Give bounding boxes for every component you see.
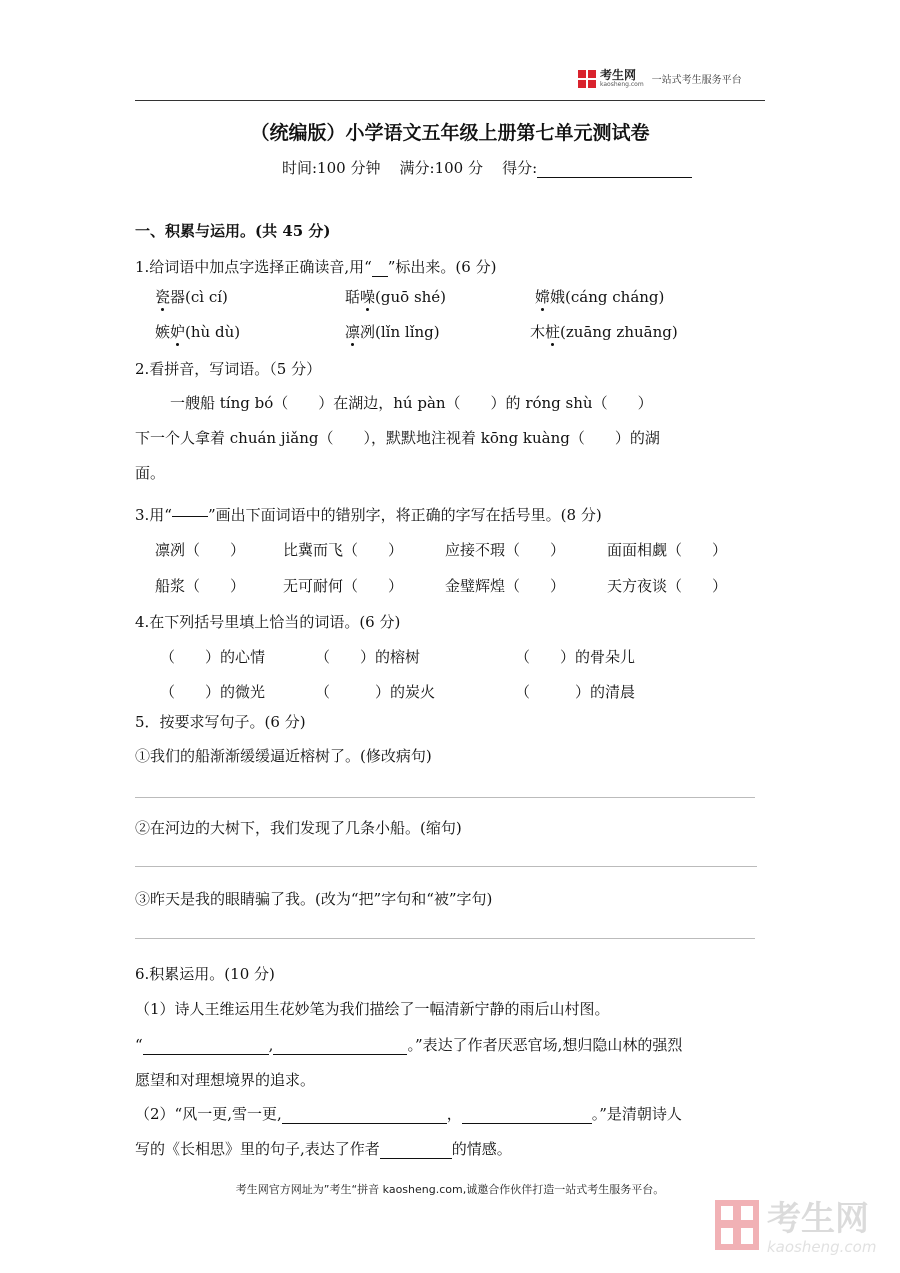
q3-word[interactable]: 应接不瑕（ ） xyxy=(445,541,566,559)
q1-item[interactable]: 木桩(zuāng zhuāng) xyxy=(530,323,678,341)
poem-blank[interactable] xyxy=(273,1036,407,1055)
q4-stem: 4.在下列括号里填上恰当的词语。(6 分) xyxy=(135,613,401,631)
q5-sentence-2: ②在河边的大树下，我们发现了几条小船。(缩句) xyxy=(135,819,462,837)
watermark xyxy=(715,1200,876,1256)
site-logo xyxy=(578,69,742,88)
q3-word[interactable]: 面面相觑（ ） xyxy=(607,541,728,559)
exam-meta xyxy=(282,157,692,178)
q4-item[interactable]: （ ）的清晨 xyxy=(515,683,636,701)
logo-name: 考生网 xyxy=(600,68,637,82)
kaosheng-logo-icon xyxy=(578,70,596,88)
q3-word[interactable]: 无可耐何（ ） xyxy=(283,577,404,595)
q6-part-2-line-2: 写的《长相思》里的句子,表达了作者 的情感。 xyxy=(135,1140,512,1158)
q2-line-3: 面。 xyxy=(135,464,166,482)
logo-slogan: 一站式考生服务平台 xyxy=(651,75,742,86)
watermark-name: 考生网 xyxy=(767,1199,869,1239)
q1-stem: 1.给词语中加点字选择正确读音,用“ ”标出来。(6 分) xyxy=(135,258,497,276)
q4-item[interactable]: （ ）的榕树 xyxy=(315,648,421,666)
q4-item[interactable]: （ ）的微光 xyxy=(160,683,266,701)
q6-part-1-line-3: 愿望和对理想境界的追求。 xyxy=(135,1071,316,1089)
q2-stem: 2.看拼音，写词语。（5 分） xyxy=(135,360,322,378)
q6-part-1-line-2: “ , 。”表达了作者厌恶官场,想归隐山林的强烈 xyxy=(135,1036,683,1054)
page-title: （统编版）小学语文五年级上册第七单元测试卷 xyxy=(250,122,650,144)
header-divider xyxy=(135,100,765,101)
mark-underline-sample xyxy=(372,276,388,277)
watermark-url: kaosheng.com xyxy=(767,1238,877,1256)
q6-stem: 6.积累运用。(10 分) xyxy=(135,965,275,983)
kaosheng-watermark-icon xyxy=(715,1200,759,1250)
q6-part-2-line-1: （2）“风一更,雪一更, ， 。”是清朝诗人 xyxy=(135,1105,682,1123)
q1-item[interactable]: 瓷器(cì cí) xyxy=(155,288,228,306)
q5-sentence-3: ③昨天是我的眼睛骗了我。(改为“把”字句和“被”字句) xyxy=(135,890,493,908)
section-1-heading: 一、积累与运用。(共 45 分) xyxy=(135,222,331,240)
exam-score-label: 得分: xyxy=(502,159,538,177)
q3-word[interactable]: 船浆（ ） xyxy=(155,577,246,595)
q3-word[interactable]: 天方夜谈（ ） xyxy=(607,577,728,595)
q1-item[interactable]: 聒噪(guō shé) xyxy=(345,288,447,306)
q3-word[interactable]: 比冀而飞（ ） xyxy=(283,541,404,559)
poem-blank[interactable] xyxy=(462,1105,592,1124)
answer-line[interactable] xyxy=(135,866,757,867)
page-footer: 考生网官方网址为”考生“拼音 kaosheng.com,诚邀合作伙伴打造一站式考生服务平台。 xyxy=(235,1183,665,1196)
exam-time: 时间:100 分钟 xyxy=(282,159,381,177)
q5-stem: 5．按要求写句子。(6 分) xyxy=(135,713,306,731)
q4-item[interactable]: （ ）的骨朵儿 xyxy=(515,648,636,666)
q1-item[interactable]: 嫉妒(hù dù) xyxy=(155,323,241,341)
score-blank[interactable] xyxy=(537,159,692,178)
q5-sentence-1: ①我们的船渐渐缓缓逼近榕树了。(修改病句) xyxy=(135,747,432,765)
q4-item[interactable]: （ ）的炭火 xyxy=(315,683,436,701)
exam-full-score: 满分:100 分 xyxy=(399,159,483,177)
q4-item[interactable]: （ ）的心情 xyxy=(160,648,266,666)
answer-line[interactable] xyxy=(135,797,755,798)
poem-blank[interactable] xyxy=(143,1036,269,1055)
q3-word[interactable]: 金璧辉煌（ ） xyxy=(445,577,566,595)
answer-line[interactable] xyxy=(135,938,755,939)
poem-blank[interactable] xyxy=(282,1105,447,1124)
emotion-blank[interactable] xyxy=(380,1140,452,1159)
logo-domain: kaosheng.com xyxy=(600,81,644,88)
q1-item[interactable]: 凛冽(lǐn lǐng) xyxy=(345,323,440,341)
q2-line-1[interactable]: 一艘船 tíng bó（ ）在湖边，hú pàn（ ）的 róng shù（ ） xyxy=(170,394,653,412)
q3-word[interactable]: 凛冽（ ） xyxy=(155,541,246,559)
mark-line-sample xyxy=(172,516,208,517)
q1-item[interactable]: 嫦娥(cáng cháng) xyxy=(535,288,665,306)
q2-line-2[interactable]: 下一个人拿着 chuán jiǎng（ ），默默地注视着 kōng kuàng（ ）的湖 xyxy=(135,429,660,447)
q3-stem: 3.用“ ”画出下面词语中的错别字，将正确的字写在括号里。(8 分) xyxy=(135,506,602,524)
q6-part-1-line-1: （1）诗人王维运用生花妙笔为我们描绘了一幅清新宁静的雨后山村图。 xyxy=(135,1000,610,1018)
